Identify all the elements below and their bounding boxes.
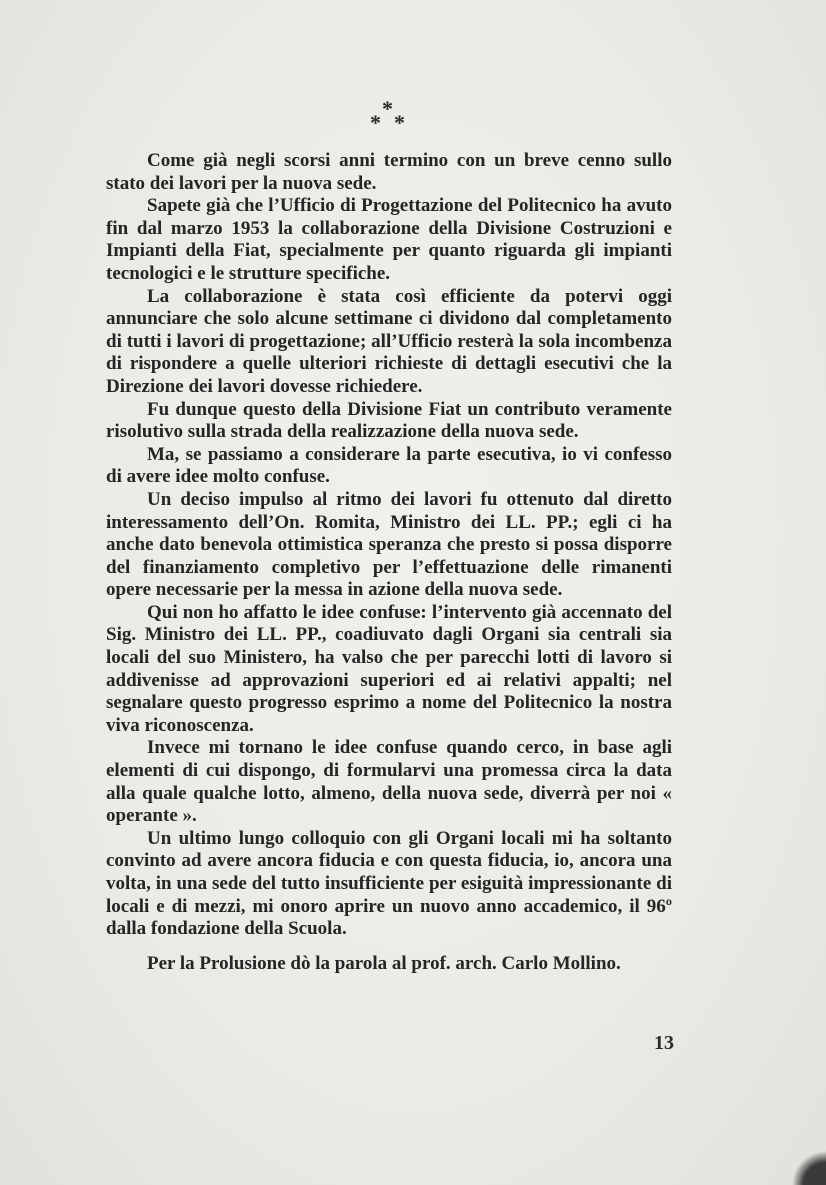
paragraph-8: Invece mi tornano le idee confuse quando cerco, in base agli elementi di cui dispongo, di formularvi una promessa circa la data alla quale qualche lotto, almeno, della nuova sede, diverrà per noi « operante ».	[106, 737, 672, 827]
asterism-star-right: *	[394, 110, 405, 135]
paragraph-4: Fu dunque questo della Divisione Fiat un contributo veramente risolutivo sulla strada della realizzazione della nuova sede.	[106, 398, 672, 443]
body-text	[106, 150, 672, 975]
closing-line: Per la Prolusione dò la parola al prof. arch. Carlo Mollino.	[147, 952, 621, 974]
paragraph-2: Sapete già che l’Ufficio di Progettazione del Politecnico ha avuto fin dal marzo 1953 la collaborazione della Divisione Costruzioni e Impianti della Fiat, specialmente per quanto riguarda gli impianti tecnologici e le strutture specifiche.	[106, 195, 672, 284]
paragraph-3: La collaborazione è stata così efficiente da potervi oggi annunciare che solo alcune settimane ci dividono dal completamento di tutti i lavori di progettazione; all’Ufficio resterà la sola incombenza di rispondere a quelle ulteriori richieste di dettagli esecutivi che la Direzione dei lavori dovesse richiedere.	[106, 285, 672, 397]
paragraph-5: Ma, se passiamo a considerare la parte esecutiva, io vi confesso di avere idee molto confuse.	[106, 443, 672, 488]
paragraph-6: Un deciso impulso al ritmo dei lavori fu ottenuto dal diretto interessamento dell’On. Romita, Ministro dei LL. PP.; egli ci ha anche dato benevola ottimistica speranza che presto si possa disporre del finanziamento completivo per l’effettuazione delle rimanenti opere necessarie per la messa in azione della nuova sede.	[106, 488, 672, 601]
asterism-star-top: *	[382, 96, 393, 121]
paragraph-9: Un ultimo lungo colloquio con gli Organi locali mi ha soltanto convinto ad avere ancora fiducia e con questa fiducia, io, ancora una volta, in una sede del tutto insufficiente per esiguità impressionante di locali e di mezzi, mi onoro aprire un nuovo anno accademico, il 96º dalla fondazione della Scuola.	[106, 827, 672, 940]
paragraph-7: Qui non ho affatto le idee confuse: l’intervento già accennato del Sig. Ministro dei LL. PP., coadiuvato dagli Organi sia centrali sia locali del suo Ministero, ha valso che per parecchi lotti di lavoro si addivenisse ad approvazioni superiori ed ai relativi appalti; nel segnalare questo progresso esprimo a nome del Politecnico la nostra viva riconoscenza.	[106, 601, 672, 736]
paragraph-1: Come già negli scorsi anni termino con un breve cenno sullo stato dei lavori per la nuova sede.	[106, 150, 672, 194]
page-number: 13	[654, 1032, 674, 1054]
asterism-star-left: *	[370, 110, 381, 135]
asterism-ornament	[358, 98, 418, 138]
page-corner-shadow	[786, 1145, 826, 1185]
